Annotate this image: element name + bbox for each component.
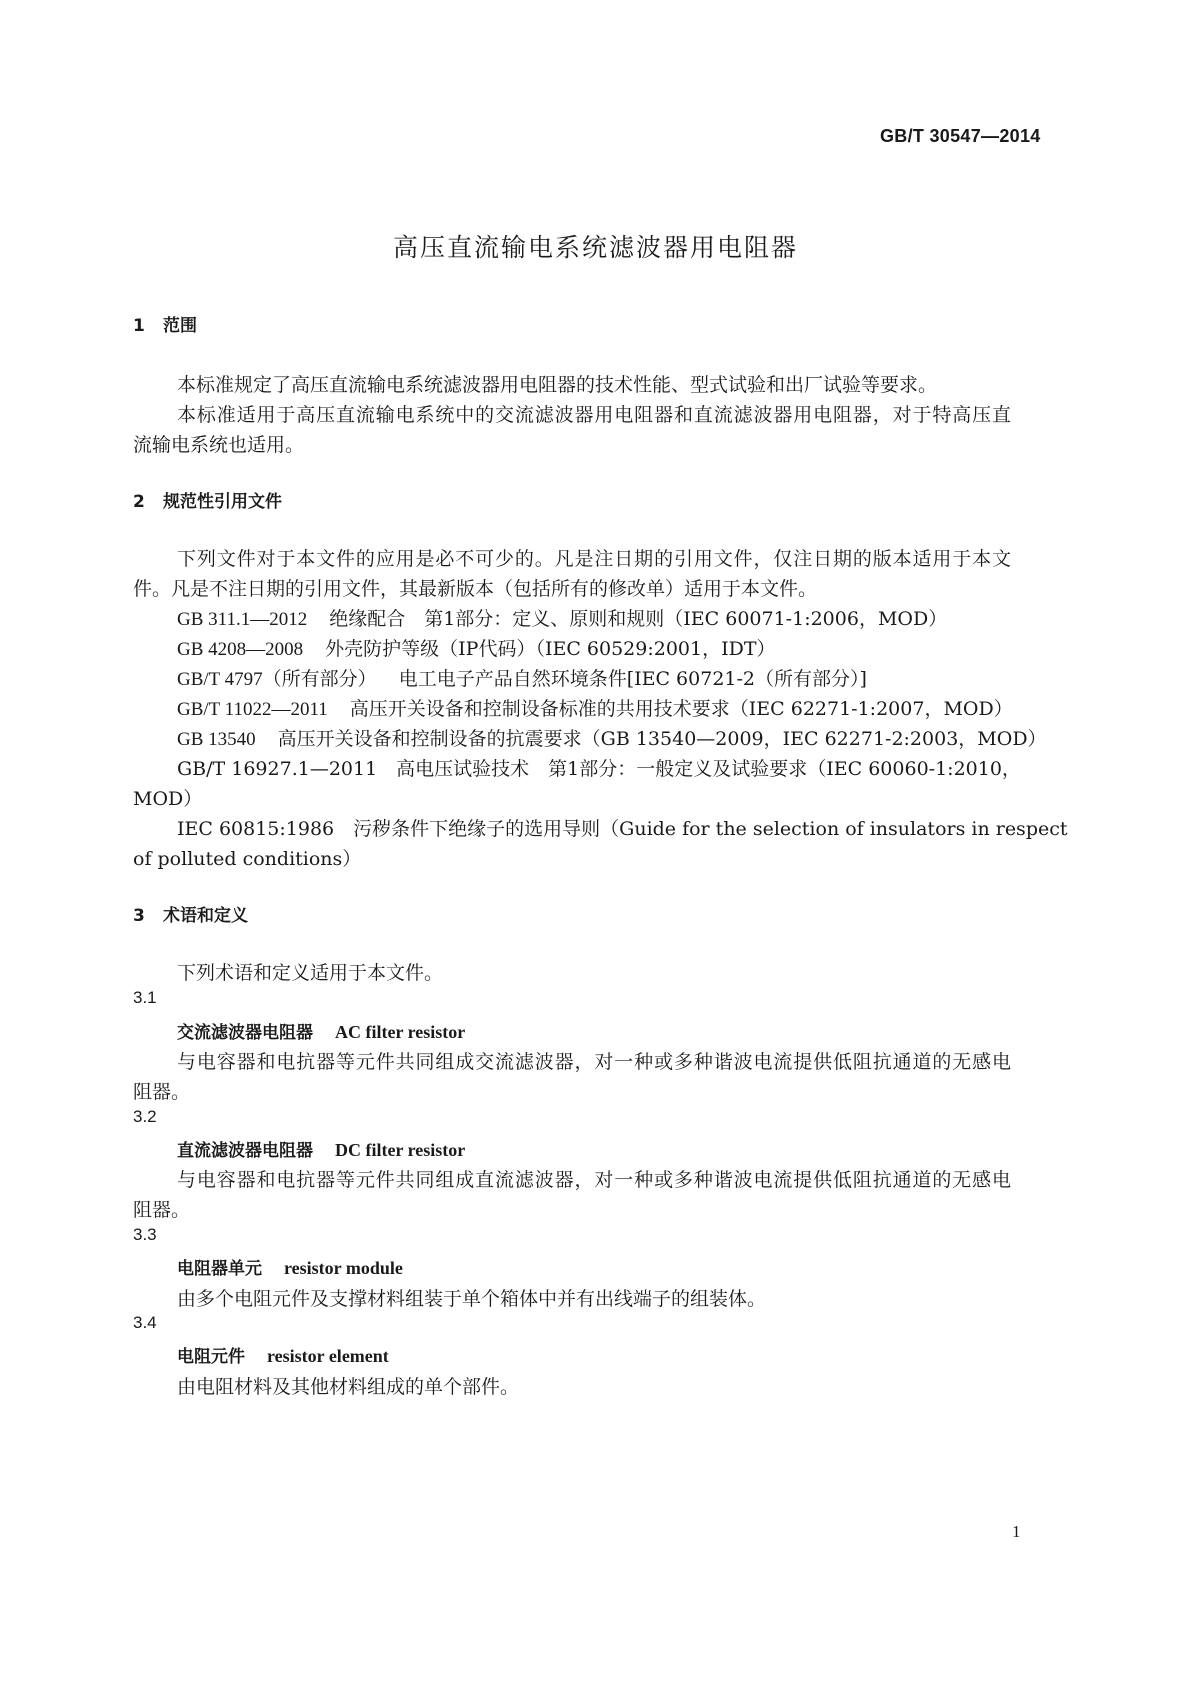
reference-item — [177, 634, 776, 661]
section-number: 1 — [133, 316, 145, 336]
section-title: 术语和定义 — [163, 906, 248, 926]
reference-title: 高压开关设备和控制设备标准的共用技术要求（IEC 62271-1:2007，MOD） — [349, 698, 1013, 720]
term-definition-line: 与电容器和电抗器等元件共同组成直流滤波器，对一种或多种谐波电流提供低阻抗通道的无感电 — [177, 1169, 1011, 1191]
reference-title: 电工电子产品自然环境条件[IEC 60721-2（所有部分）] — [398, 668, 867, 690]
reference-item — [177, 604, 947, 631]
term-en: AC filter resistor — [335, 1022, 466, 1042]
section-heading-normative-references — [133, 487, 282, 512]
reference-code: GB 311.1—2012 — [177, 609, 308, 630]
term-en: DC filter resistor — [335, 1140, 466, 1160]
term-number: 3.1 — [133, 988, 157, 1007]
term-entry — [177, 1018, 465, 1043]
reference-code: GB/T 11022—2011 — [177, 699, 328, 720]
section-number: 2 — [133, 492, 145, 512]
section-number: 3 — [133, 906, 145, 926]
standard-number: GB/T 30547—2014 — [880, 126, 1041, 146]
section-title: 规范性引用文件 — [163, 492, 282, 512]
term-number: 3.4 — [133, 1313, 157, 1332]
reference-item-line: of polluted conditions） — [133, 848, 362, 870]
paragraph-line: 本标准适用于高压直流输电系统中的交流滤波器用电阻器和直流滤波器用电阻器，对于特高压直 — [177, 404, 1011, 426]
reference-item — [177, 724, 1047, 751]
term-zh: 直流滤波器电阻器 — [177, 1141, 313, 1161]
reference-item-line: GB/T 16927.1—2011 高电压试验技术 第1部分：一般定义及试验要求（IEC 60060-1:2010， — [177, 758, 1021, 780]
term-definition: 由电阻材料及其他材料组成的单个部件。 — [177, 1376, 520, 1398]
paragraph: 本标准规定了高压直流输电系统滤波器用电阻器的技术性能、型式试验和出厂试验等要求。 — [177, 374, 938, 396]
reference-code: GB 13540 — [177, 729, 256, 750]
term-zh: 交流滤波器电阻器 — [177, 1023, 313, 1043]
reference-title: 高压开关设备和控制设备的抗震要求（GB 13540—2009，IEC 62271-2:2003，MOD） — [277, 728, 1047, 750]
term-definition-line: 与电容器和电抗器等元件共同组成交流滤波器，对一种或多种谐波电流提供低阻抗通道的无感电 — [177, 1051, 1011, 1073]
term-definition-line: 阻器。 — [133, 1081, 191, 1103]
document-title: 高压直流输电系统滤波器用电阻器 — [392, 233, 798, 262]
reference-title: 外壳防护等级（IP代码）（IEC 60529:2001，IDT） — [325, 638, 776, 660]
term-entry — [177, 1342, 389, 1367]
term-definition: 由多个电阻元件及支撑材料组装于单个箱体中并有出线端子的组装体。 — [177, 1288, 767, 1310]
term-number: 3.2 — [133, 1107, 157, 1126]
term-zh: 电阻器单元 — [177, 1259, 262, 1279]
paragraph-line: 流输电系统也适用。 — [133, 434, 305, 456]
paragraph-line: 件。凡是不注日期的引用文件，其最新版本（包括所有的修改单）适用于本文件。 — [133, 578, 818, 600]
reference-title: 绝缘配合 第1部分：定义、原则和规则（IEC 60071-1:2006，MOD） — [329, 608, 948, 630]
reference-code: GB 4208—2008 — [177, 639, 304, 660]
paragraph-line: 下列文件对于本文件的应用是必不可少的。凡是注日期的引用文件，仅注日期的版本适用于本文 — [177, 548, 1011, 570]
section-heading-scope — [133, 311, 197, 336]
reference-item-line: MOD） — [133, 788, 203, 810]
section-heading-terms-definitions — [133, 901, 248, 926]
reference-item-line: IEC 60815:1986 污秽条件下绝缘子的选用导则（Guide for the selection of insulators in respect — [177, 818, 1068, 840]
section-title: 范围 — [163, 316, 197, 336]
term-zh: 电阻元件 — [177, 1347, 245, 1367]
term-en: resistor module — [284, 1258, 403, 1278]
paragraph: 下列术语和定义适用于本文件。 — [177, 962, 444, 984]
term-entry — [177, 1136, 465, 1161]
term-definition-line: 阻器。 — [133, 1199, 191, 1221]
reference-item — [177, 664, 867, 691]
term-entry — [177, 1254, 403, 1279]
page-number: 1 — [1012, 1522, 1021, 1541]
reference-item — [177, 694, 1013, 721]
term-number: 3.3 — [133, 1225, 157, 1244]
reference-code: GB/T 4797（所有部分） — [177, 669, 377, 690]
term-en: resistor element — [267, 1346, 389, 1366]
